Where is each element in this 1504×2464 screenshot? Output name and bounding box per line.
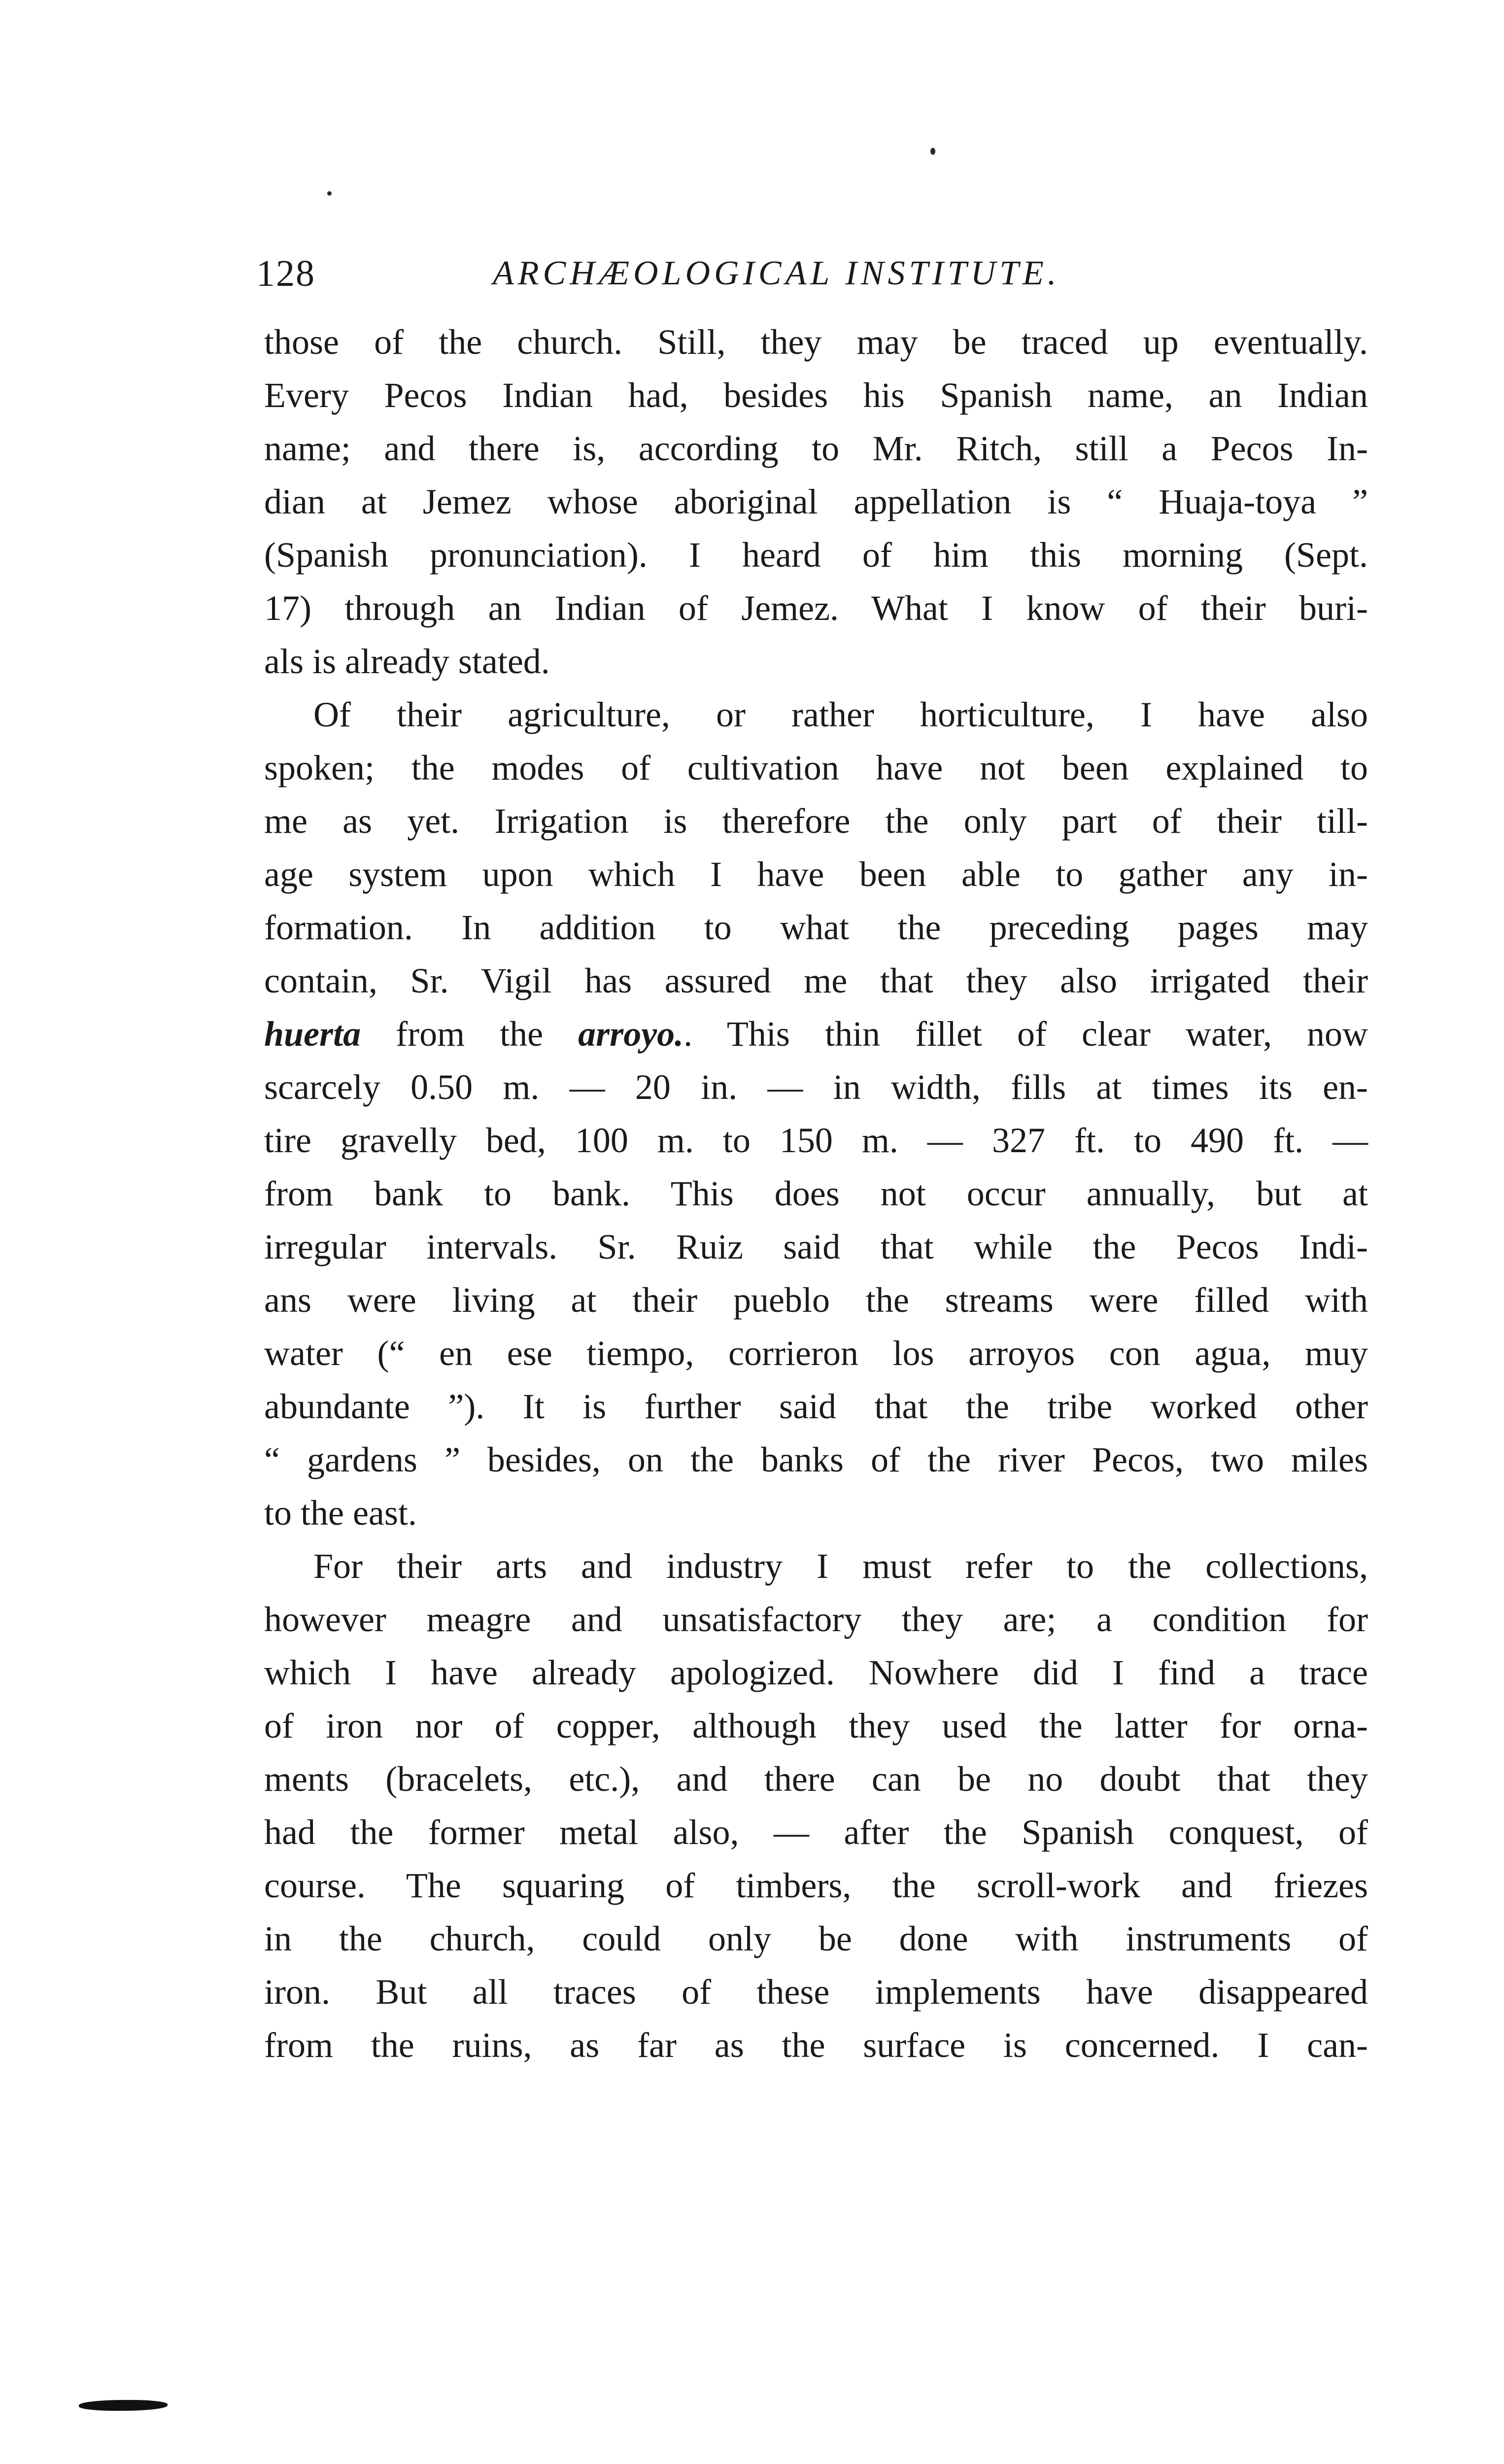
text-line: “ gardens ” besides, on the banks of the river Pecos, two miles [264,1440,1368,1479]
text-line: contain, Sr. Vigil has assured me that they also irrigated their [264,961,1368,1000]
text-line: me as yet. Irrigation is therefore the only part of their till- [264,801,1368,841]
text-line: Of their agriculture, or rather horticulture, I have also [313,695,1368,734]
page-number: 128 [256,253,315,294]
text-line: from the ruins, as far as the surface is concerned. I can- [264,2025,1368,2065]
text-line: those of the church. Still, they may be traced up eventually. [264,322,1368,362]
text-line: of iron nor of copper, although they used the latter for orna- [264,1706,1368,1745]
text-line: in the church, could only be done with instruments of [264,1919,1368,1958]
page-header [256,246,1370,301]
text-line: water (“ en ese tiempo, corrieron los arroyos con agua, muy [264,1334,1368,1373]
scan-speck [930,148,935,155]
text-line: spoken; the modes of cultivation have not been explained to [264,748,1368,787]
text-line: For their arts and industry I must refer to the collections, [313,1546,1368,1586]
paragraph [264,1540,1368,2072]
text-line: which I have already apologized. Nowhere did I find a trace [264,1653,1368,1692]
scan-speck [327,191,332,196]
text-line: formation. In addition to what the preceding pages may [264,908,1368,947]
text-line: course. The squaring of timbers, the scroll-work and friezes [264,1866,1368,1905]
scan-edge-mark [79,2400,168,2411]
text-line: from bank to bank. This does not occur annually, but at [264,1174,1368,1213]
paragraph [264,315,1368,688]
paragraph [264,688,1368,1540]
text-line: irregular intervals. Sr. Ruiz said that while the Pecos Indi- [264,1227,1368,1266]
text-line: had the former metal also, — after the Spanish conquest, of [264,1813,1368,1852]
text-line: tire gravelly bed, 100 m. to 150 m. — 327 ft. to 490 ft. — [264,1121,1368,1160]
text-line: to the east. [264,1493,417,1533]
text-line: age system upon which I have been able to gather any in- [264,855,1368,894]
text-line: 17) through an Indian of Jemez. What I know of their buri- [264,588,1368,628]
text-line: iron. But all traces of these implements have disappeared [264,1972,1368,2012]
text-line: Every Pecos Indian had, besides his Spanish name, an Indian [264,376,1368,415]
text-line: scarcely 0.50 m. — 20 in. — in width, fills at times its en- [264,1067,1368,1107]
text-line: als is already stated. [264,642,550,681]
running-head: ARCHÆOLOGICAL INSTITUTE. [493,254,1060,292]
italic-term: huerta [264,1014,361,1054]
text-line: ans were living at their pueblo the streams were filled with [264,1280,1368,1320]
text-line: (Spanish pronunciation). I heard of him this morning (Sept. [264,535,1368,575]
body-text [264,315,1368,2072]
text-line: name; and there is, according to Mr. Ritch, still a Pecos In- [264,429,1368,468]
text-line: abundante ”). It is further said that the tribe worked other [264,1387,1368,1426]
text-line: however meagre and unsatisfactory they are; a condition for [264,1600,1368,1639]
text-line: huerta from the arroyo.. This thin fillet of clear water, now [264,1014,1368,1054]
italic-term: arroyo. [578,1014,684,1054]
text-line: ments (bracelets, etc.), and there can be no doubt that they [264,1759,1368,1799]
text-line: dian at Jemez whose aboriginal appellation is “ Huaja-toya ” [264,482,1368,521]
